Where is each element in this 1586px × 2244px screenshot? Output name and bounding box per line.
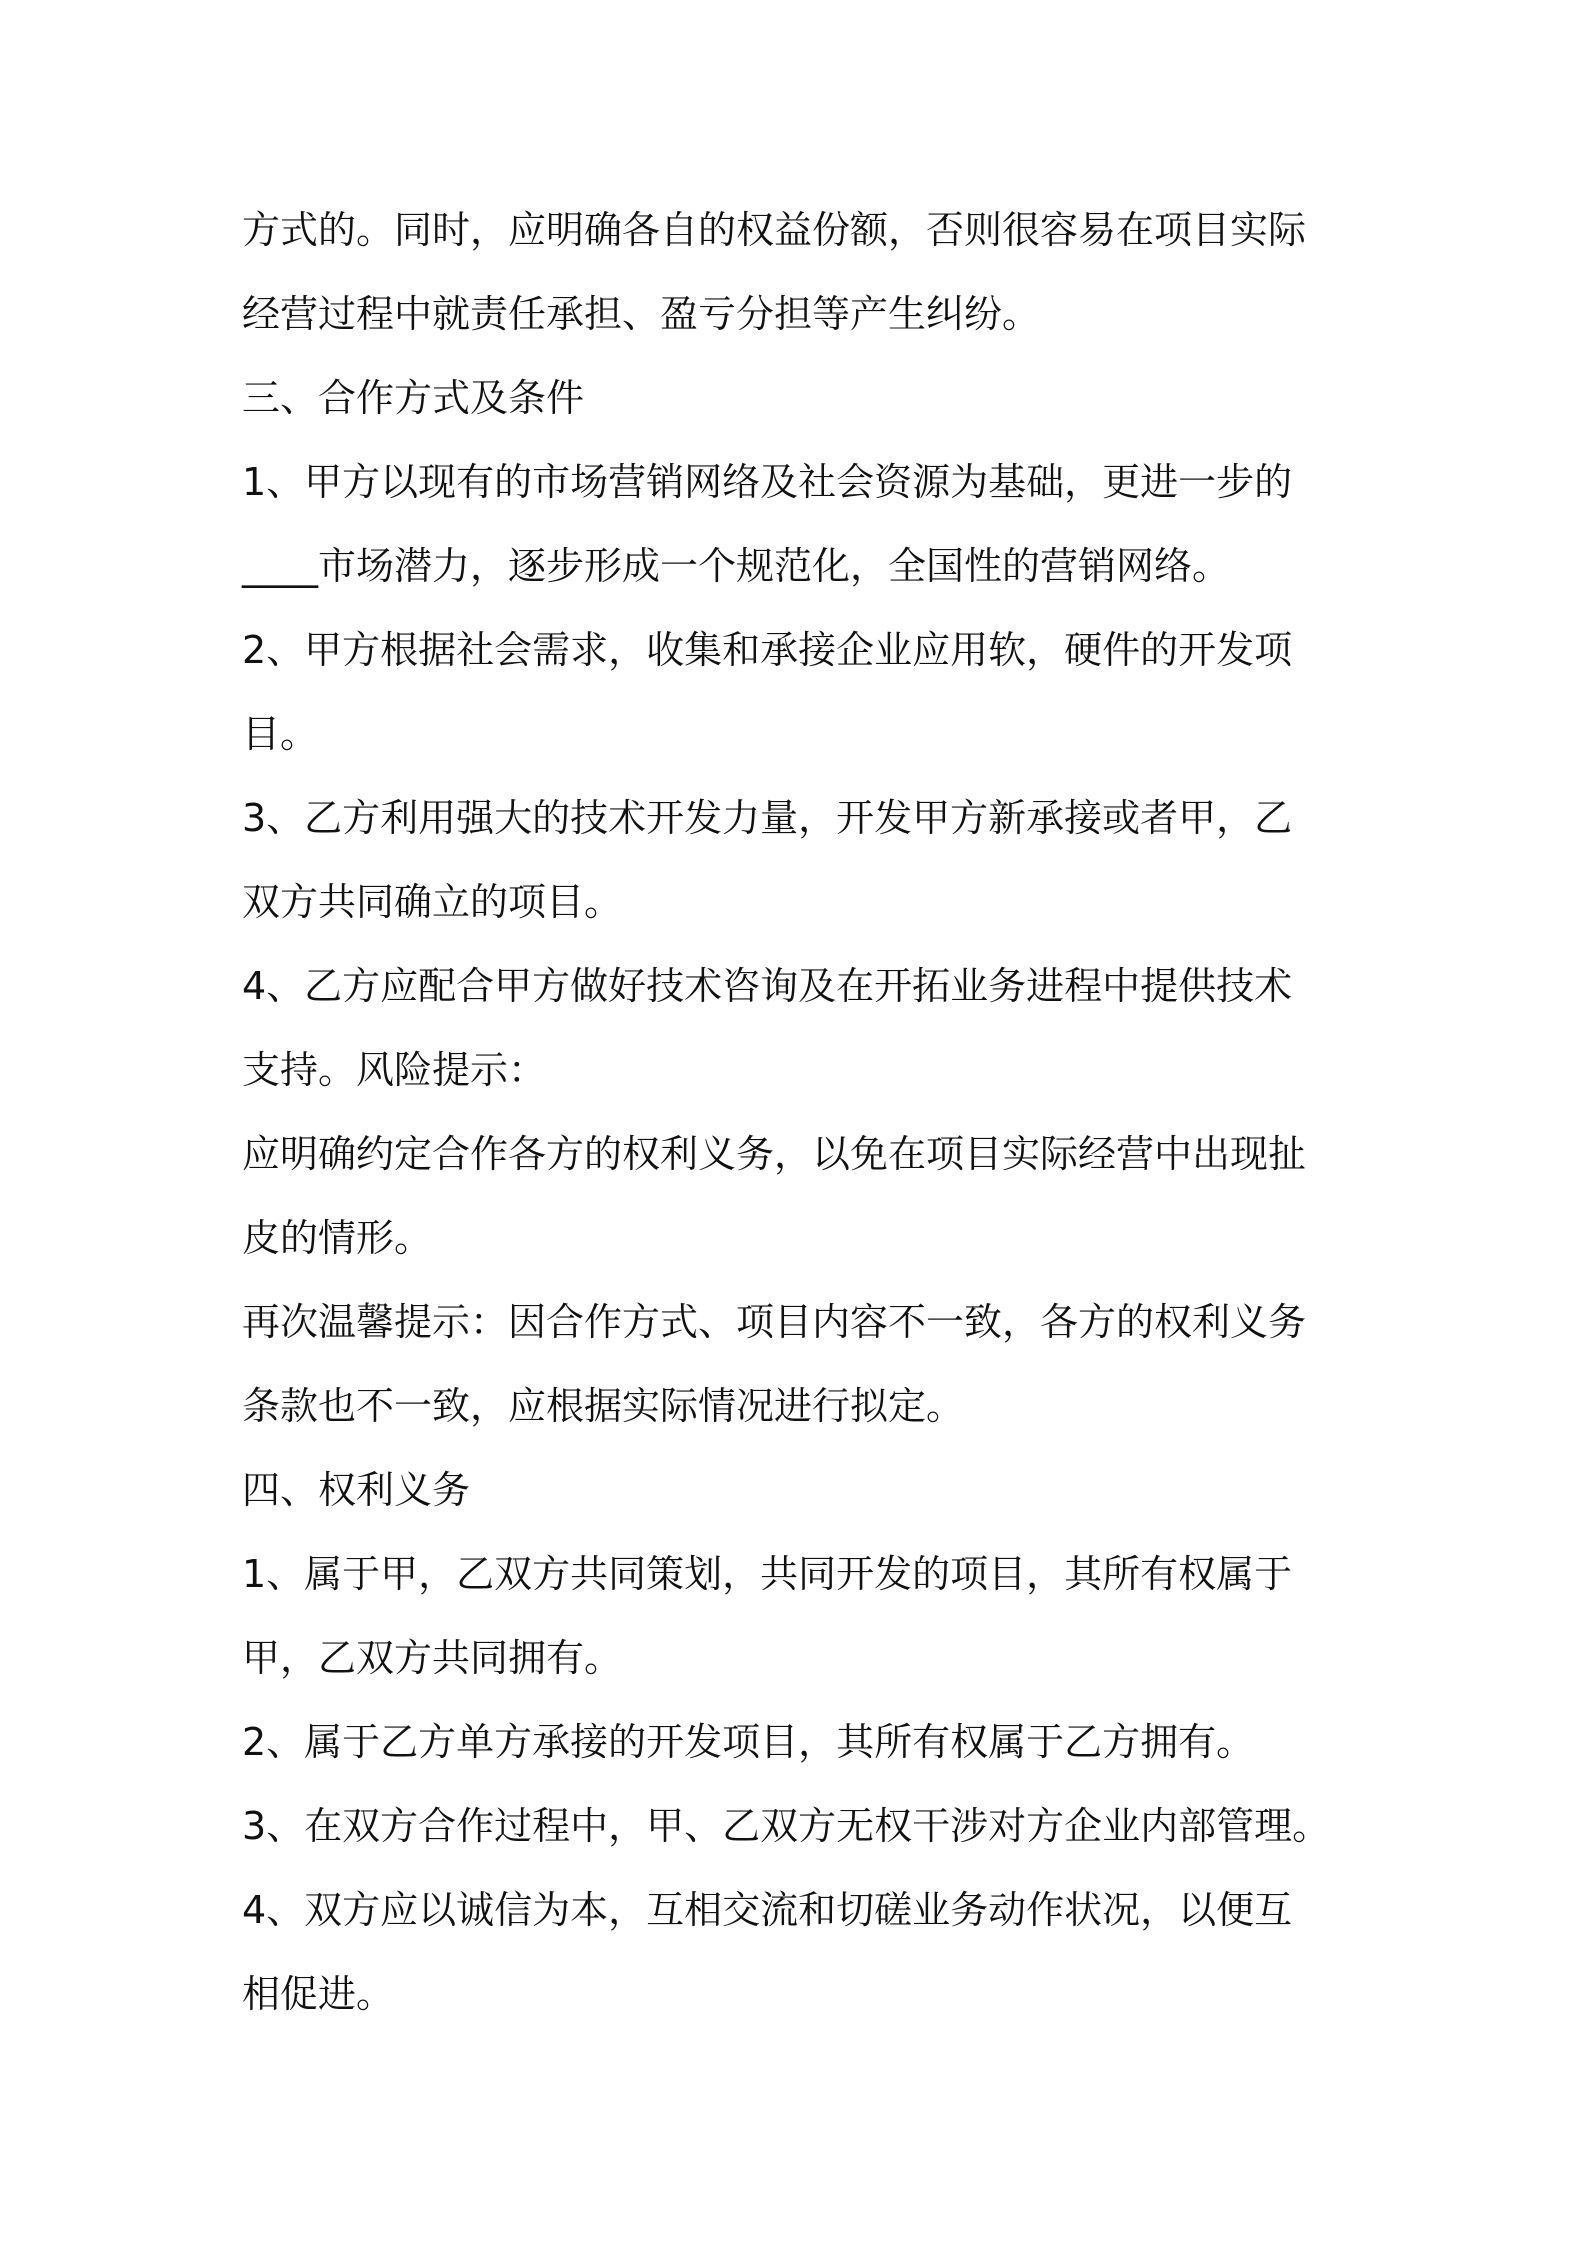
paragraph-line: ____市场潜力，逐步形成一个规范化，全国性的营销网络。 (242, 544, 1231, 588)
paragraph-line: 双方共同确立的项目。 (242, 880, 623, 924)
section-heading: 四、权利义务 (242, 1468, 471, 1512)
paragraph-line: 相促进。 (242, 1972, 395, 2016)
paragraph-line: 条款也不一致，应根据实际情况进行拟定。 (242, 1384, 965, 1428)
paragraph-line: 支持。风险提示： (242, 1048, 547, 1092)
paragraph-line: 3、在双方合作过程中，甲、乙双方无权干涉对方企业内部管理。 (242, 1804, 1331, 1848)
section-heading: 三、合作方式及条件 (242, 376, 585, 420)
paragraph-line: 2、属于乙方单方承接的开发项目，其所有权属于乙方拥有。 (242, 1720, 1255, 1764)
paragraph-line: 应明确约定合作各方的权利义务，以免在项目实际经营中出现扯 (242, 1132, 1307, 1176)
paragraph-line: 甲，乙双方共同拥有。 (242, 1636, 623, 1680)
paragraph-line: 4、双方应以诚信为本，互相交流和切磋业务动作状况，以便互 (242, 1888, 1293, 1932)
paragraph-line: 2、甲方根据社会需求，收集和承接企业应用软，硬件的开发项 (242, 628, 1293, 672)
paragraph-line: 4、乙方应配合甲方做好技术咨询及在开拓业务进程中提供技术 (242, 964, 1293, 1008)
paragraph-line: 经营过程中就责任承担、盈亏分担等产生纠纷。 (242, 292, 1041, 336)
paragraph-line: 3、乙方利用强大的技术开发力量，开发甲方新承接或者甲，乙 (242, 796, 1293, 840)
document-body (242, 188, 1362, 2036)
paragraph-line: 再次温馨提示：因合作方式、项目内容不一致，各方的权利义务 (242, 1300, 1307, 1344)
paragraph-line: 1、属于甲，乙双方共同策划，共同开发的项目，其所有权属于 (242, 1552, 1293, 1596)
paragraph-line: 目。 (242, 712, 319, 756)
paragraph-line: 1、甲方以现有的市场营销网络及社会资源为基础，更进一步的 (242, 460, 1293, 504)
paragraph-line: 方式的。同时，应明确各自的权益份额，否则很容易在项目实际 (242, 208, 1307, 252)
paragraph-line: 皮的情形。 (242, 1216, 433, 1260)
